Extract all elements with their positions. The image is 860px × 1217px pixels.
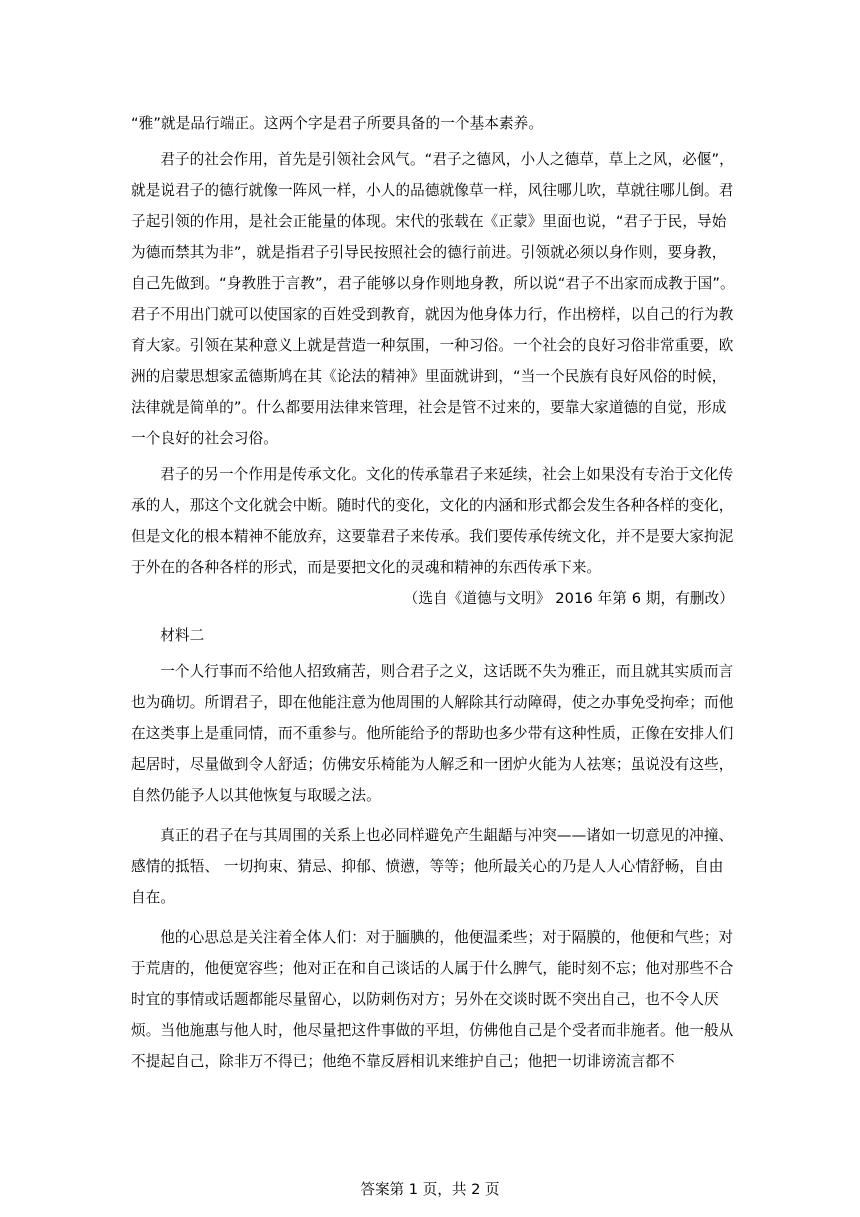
paragraph-gentleman-relations: 真正的君子在与其周围的关系上也必同样避免产生龃龉与冲突——诸如一切意见的冲撞、感情的抵牾、 一切拘束、猜忌、抑郁、愤懑，等等；他所最关心的乃是人人心情舒畅，自由自在。 (131, 827, 734, 906)
paragraph-culture-role: 君子的另一个作用是传承文化。文化的传承靠君子来延续，社会上如果没有专治于文化传承的人，那这个文化就会中断。随时代的变化，文化的内涵和形式都会发生各种各样的变化，但是文化的根本精神不能放弃，这要靠君子来传承。我们要传承传统文化，并不是要大家拘泥于外在的各种各样的形式，而是要把文化的灵魂和精神的东西传承下来。 (131, 466, 734, 576)
paragraph-continuation: “雅”就是品行端正。这两个字是君子所要具备的一个基本素养。 (131, 115, 544, 132)
paragraph-gentleman-definition: 一个人行事而不给他人招致痛苦，则合君子之义，这话既不失为雅正，而且就其实质而言也为确切。所谓君子，即在他能注意为他周围的人解除其行动障碍，使之办事免受拘牵；而他在这类事上是重同情，而不重参与。他所能给予的帮助也多少带有这种性质，正像在安排人们起居时，尽量做到令人舒适；仿佛安乐椅能为人解乏和一团炉火能为人祛寒；虽说没有这些，自然仍能予人以其他恢复与取暖之法。 (131, 663, 734, 804)
document-body (131, 108, 736, 1077)
page-footer: 答案第 1 页，共 2 页 (360, 1181, 500, 1198)
paragraph-gentleman-mind: 他的心思总是关注着全体人们：对于腼腆的，他便温柔些；对于隔膜的，他便和气些；对于荒唐的，他便宽容些；他对正在和自己谈话的人属于什么脾气，能时刻不忘；他对那些不合时宜的事情或话题都能尽量留心，以防刺伤对方；另外在交谈时既不突出自己，也不令人厌烦。当他施惠与他人时，他尽量把这件事做的平坦，仿佛他自己是个受者而非施者。他一般从不提起自己，除非万不得已；他绝不靠反唇相讥来维护自己；他把一切诽谤流言都不 (131, 929, 734, 1070)
section-label: 材料二 (160, 627, 205, 644)
source-citation: （选自《道德与文明》 2016 年第 6 期，有删改） (403, 590, 734, 607)
paragraph-social-role: 君子的社会作用，首先是引领社会风气。“君子之德风，小人之德草，草上之风，必偃”，就是说君子的德行就像一阵风一样，小人的品德就像草一样，风往哪儿吹，草就往哪儿倒。君子起引领的作用，是社会正能量的体现。宋代的张载在《正蒙》里面也说，“君子于民，导始为德而禁其为非”，就是指君子引导民按照社会的德行前进。引领就必须以身作则，要身教，自己先做到。“身教胜于言教”，君子能够以身作则地身教，所以说“君子不出家而成教于国”。君子不用出门就可以使国家的百姓受到教育，就因为他身体力行，作出榜样，以自己的行为教育大家。引领在某种意义上就是营造一种氛围，一种习俗。一个社会的良好习俗非常重要，欧洲的启蒙思想家孟德斯鸠在其《论法的精神》里面就讲到，“当一个民族有良好风俗的时候，法律就是简单的”。什么都要用法律来管理，社会是管不过来的，要靠大家道德的自觉，形成一个良好的社会习俗。 (131, 151, 735, 447)
